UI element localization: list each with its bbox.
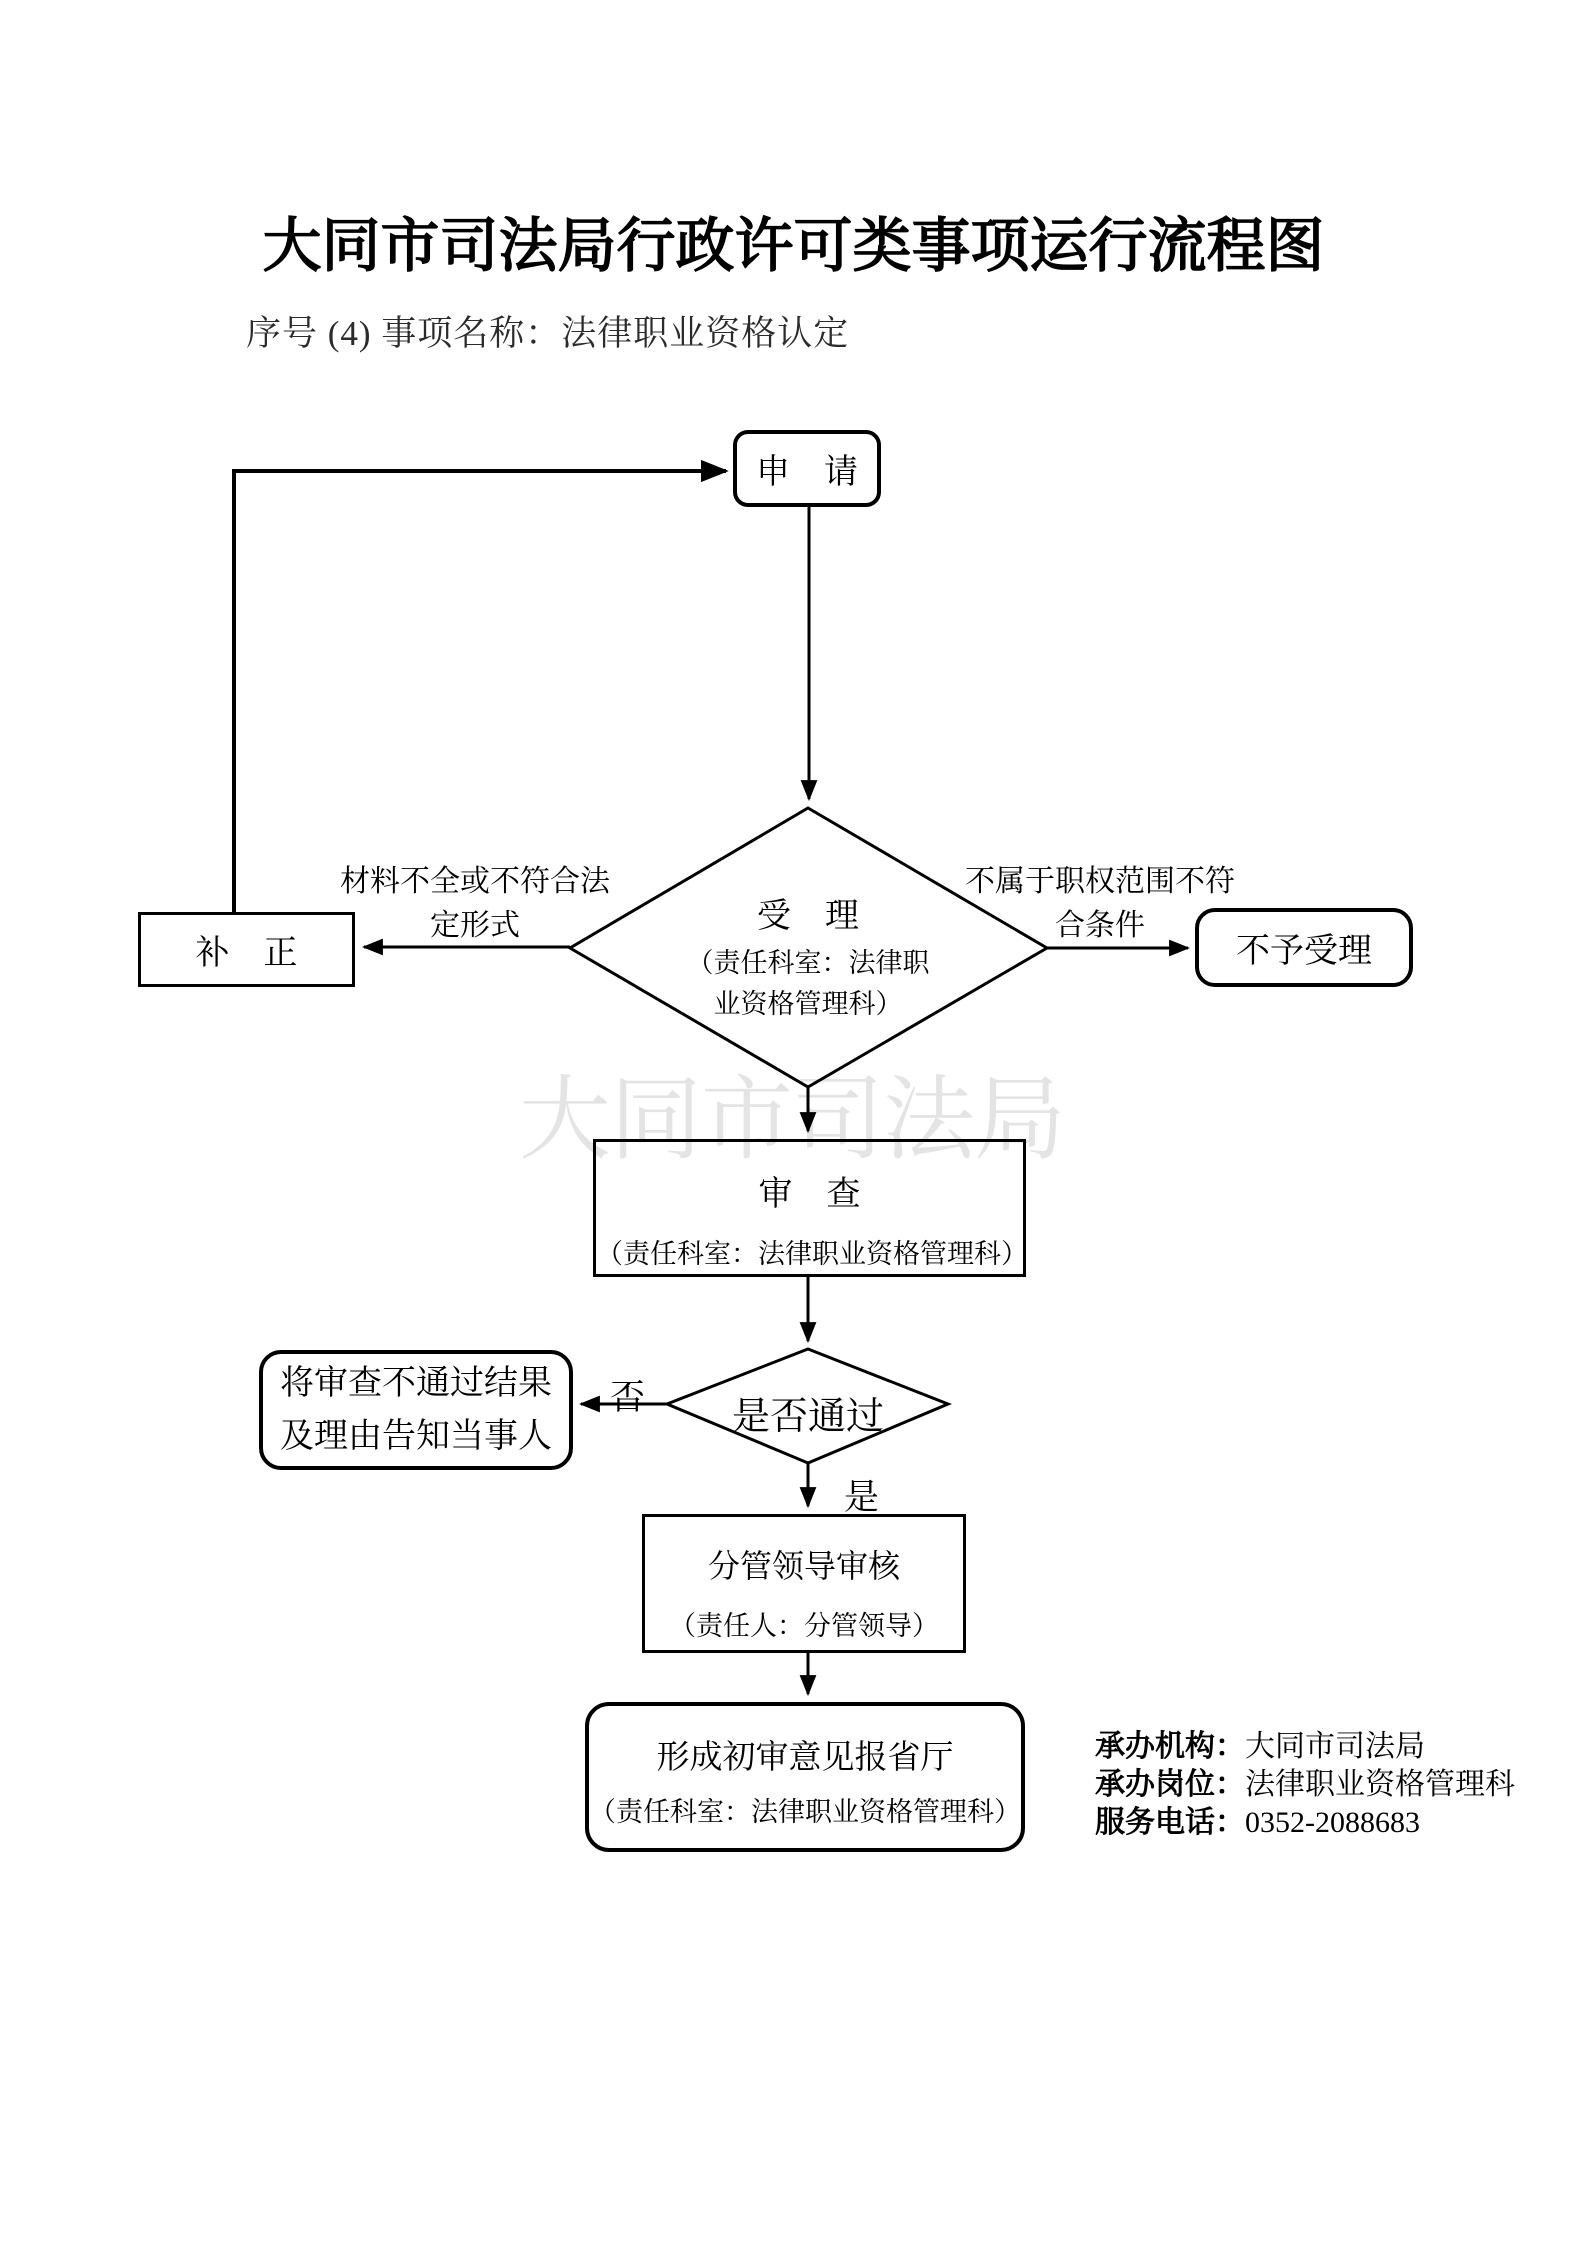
passcheck-node-text: [668, 1385, 948, 1440]
footer-phone-label: 服务电话：: [1095, 1806, 1245, 1839]
edge-label-incomplete: [325, 860, 625, 948]
accept-dept-line2: 业资格管理科）: [713, 989, 903, 1019]
edge-label-incomplete-line1: 材料不全或不符合法: [340, 865, 610, 898]
report-title: 形成初审意见报省厅: [656, 1740, 954, 1776]
edge-label-outofscope-line1: 不属于职权范围不符: [965, 865, 1235, 898]
accept-node-text: [618, 888, 998, 1025]
apply-label: 申 请: [756, 454, 858, 491]
review-node: [593, 1139, 1026, 1277]
reject-label: 不予受理: [1236, 933, 1372, 970]
edge-label-outofscope: [950, 860, 1250, 948]
page-title: 大同市司法局行政许可类事项运行流程图: [262, 213, 1325, 279]
leader-person: （责任人：分管领导）: [669, 1611, 939, 1641]
footer-post-label: 承办岗位：: [1095, 1768, 1245, 1801]
notify-node: [259, 1350, 573, 1470]
watermark-text: 大同市司法局: [519, 1069, 1066, 1171]
supplement-label: 补 正: [195, 935, 298, 972]
connector-supplement-to-apply: [234, 471, 726, 912]
review-dept: （责任科室：法律职业资格管理科）: [596, 1239, 1028, 1269]
footer-agency-value: 大同市司法局: [1245, 1730, 1425, 1763]
footer-row-agency: [1095, 1728, 1515, 1766]
accept-title: 受 理: [757, 898, 859, 935]
page-subtitle: 序号 (4) 事项名称：法律职业资格认定: [246, 314, 850, 353]
leader-node: [642, 1514, 966, 1653]
footer-post-value: 法律职业资格管理科: [1245, 1768, 1515, 1801]
edge-label-outofscope-line2: 合条件: [1055, 909, 1145, 942]
footer-row-phone: [1095, 1804, 1515, 1842]
footer-contact-info: [1095, 1728, 1515, 1842]
edge-label-no: 否: [610, 1378, 646, 1417]
review-title: 审 查: [758, 1176, 861, 1213]
apply-node: [733, 430, 881, 507]
accept-dept-line1: （责任科室：法律职: [686, 948, 930, 978]
notify-line2: 及理由告知当事人: [280, 1418, 552, 1455]
edge-label-yes: 是: [844, 1478, 880, 1517]
footer-row-post: [1095, 1766, 1515, 1804]
leader-title: 分管领导审核: [707, 1548, 900, 1584]
passcheck-label: 是否通过: [731, 1396, 884, 1438]
report-node: [585, 1702, 1025, 1852]
report-dept: （责任科室：法律职业资格管理科）: [589, 1797, 1021, 1827]
supplement-node: [138, 912, 355, 987]
notify-line1: 将审查不通过结果: [280, 1365, 552, 1402]
footer-phone-value: 0352-2088683: [1245, 1806, 1420, 1839]
edge-label-incomplete-line2: 定形式: [430, 909, 520, 942]
footer-agency-label: 承办机构：: [1095, 1730, 1245, 1763]
